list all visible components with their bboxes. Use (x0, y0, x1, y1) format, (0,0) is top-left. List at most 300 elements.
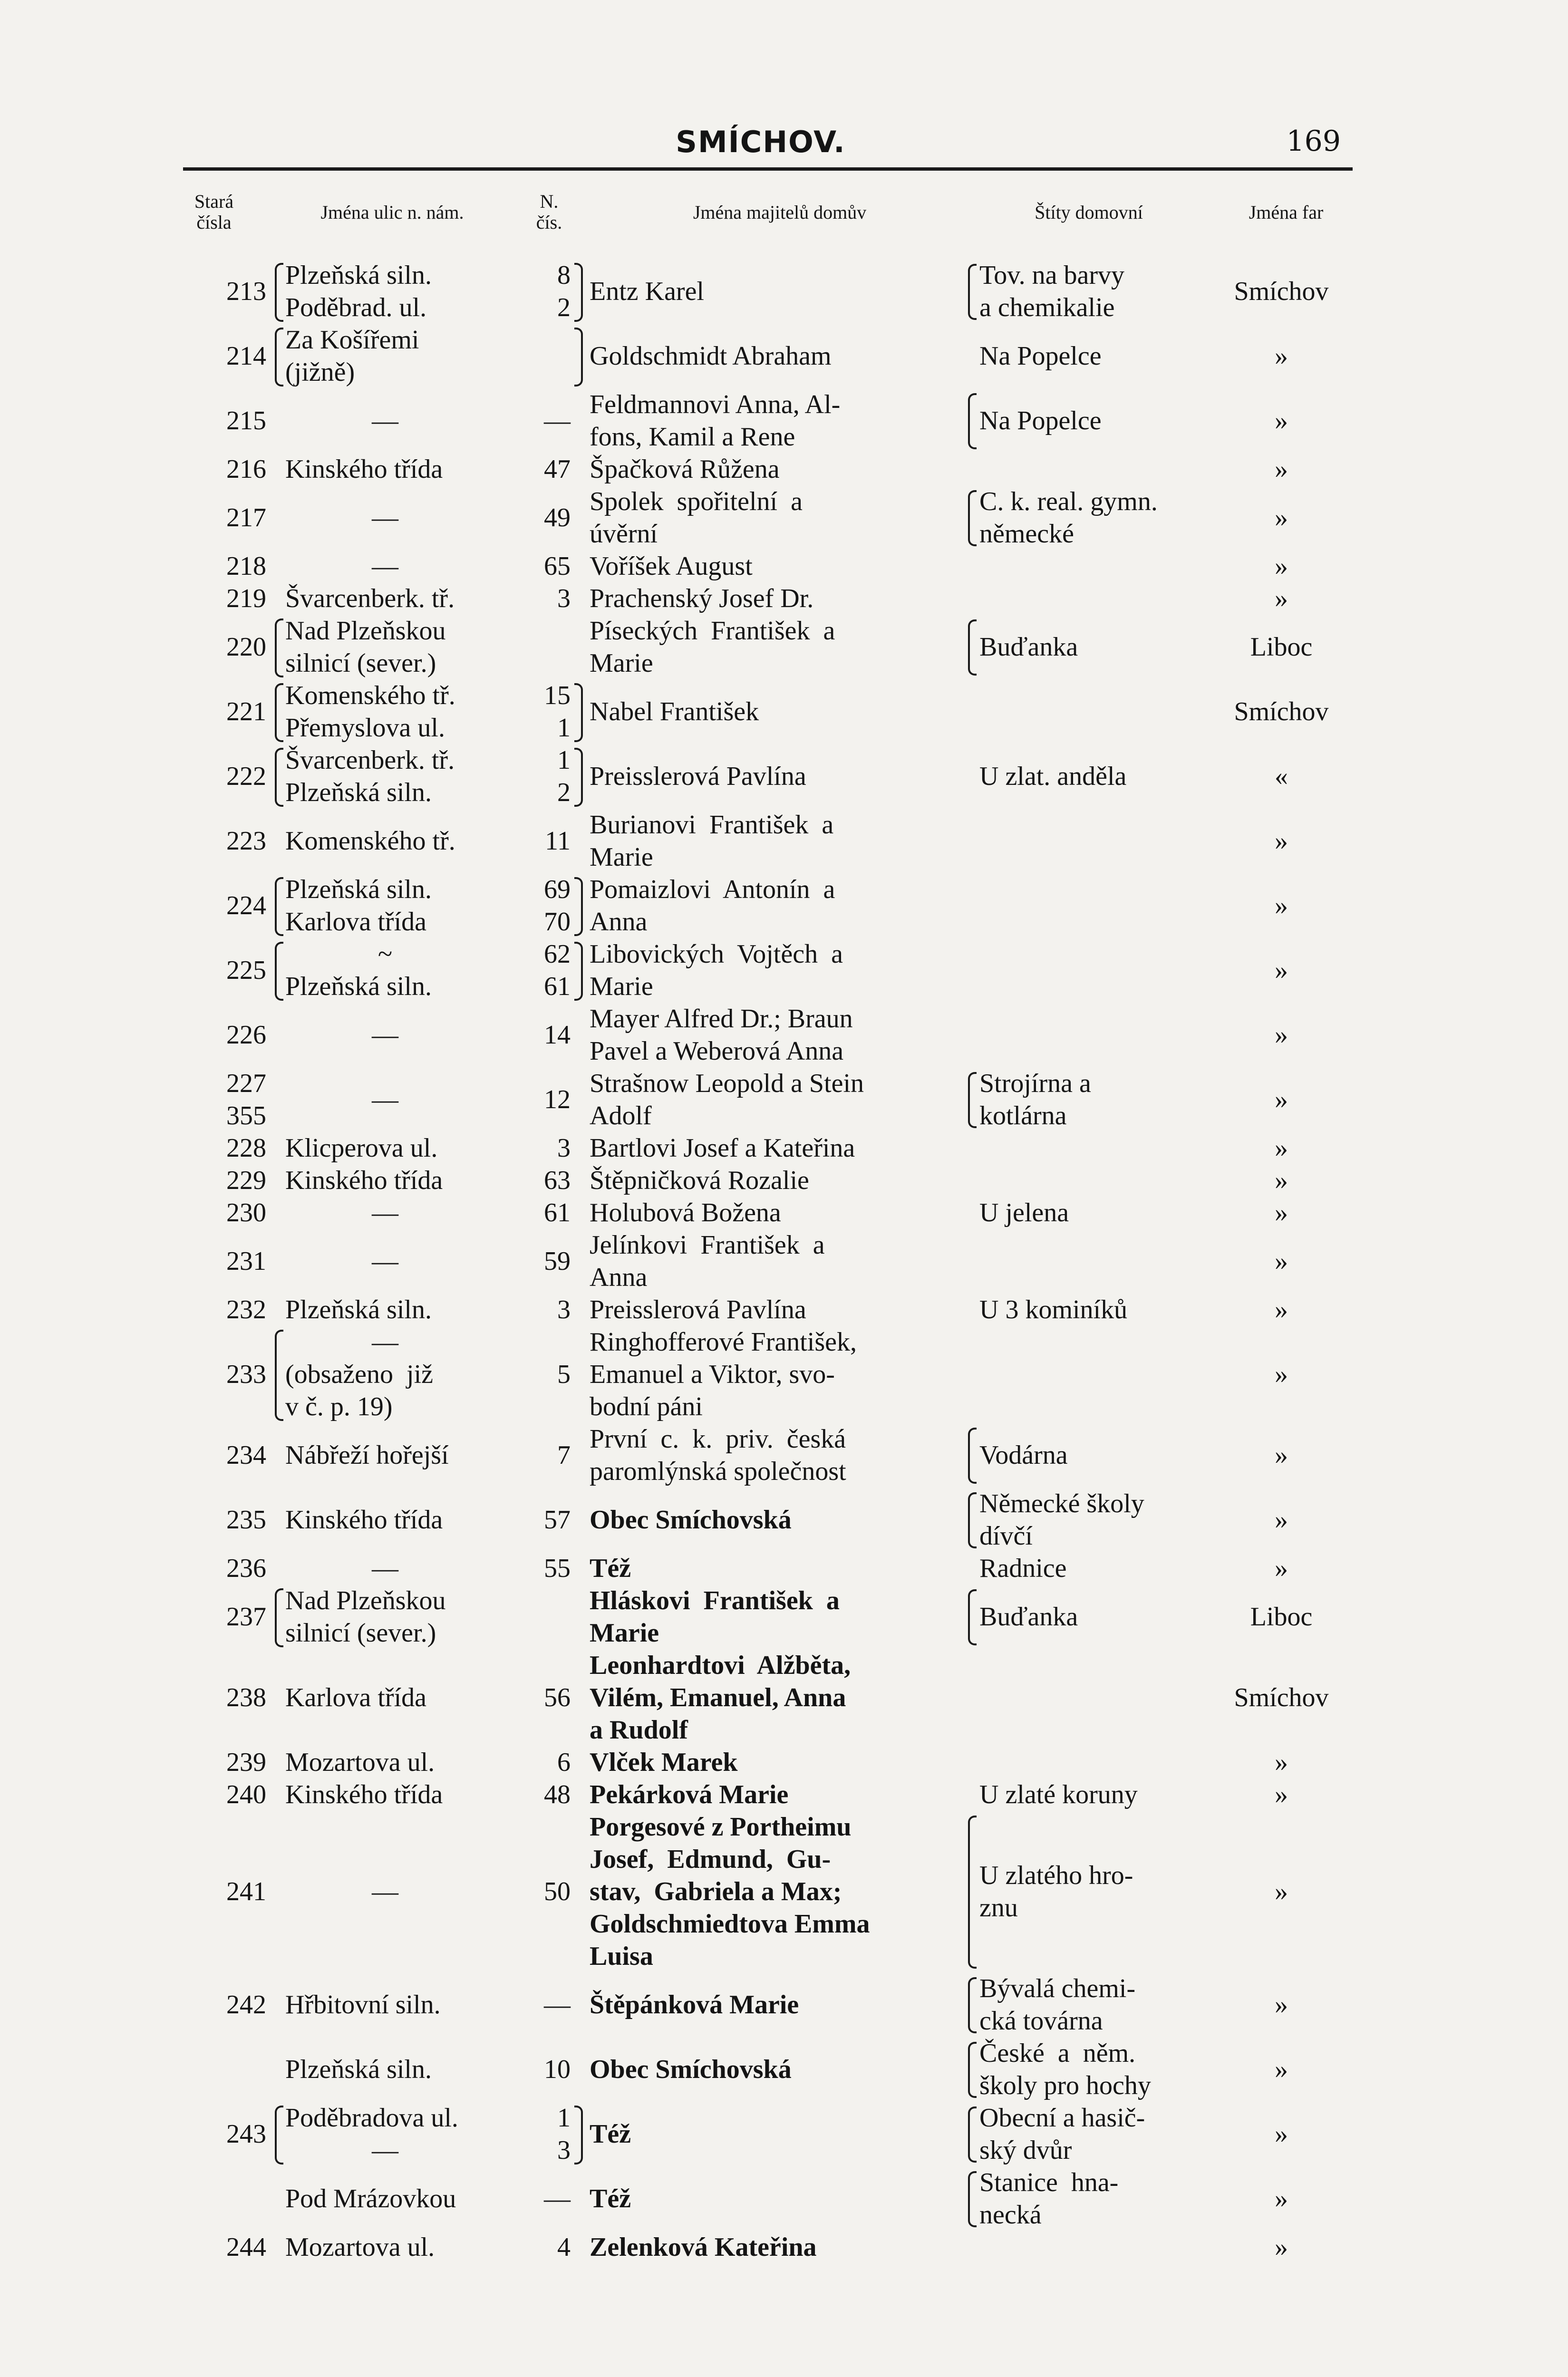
sign-brace (968, 2042, 977, 2098)
old-number: 232 (226, 1295, 266, 1324)
old-number: 218 (226, 551, 266, 581)
owner-name: Vilém, Emanuel, Anna (590, 1683, 846, 1712)
street-name: Karlova třída (285, 907, 426, 937)
street-name: v č. p. 19) (285, 1392, 393, 1421)
owner-name: paromlýnská společnost (590, 1457, 846, 1486)
new-number: — (544, 2184, 571, 2213)
new-number: 10 (544, 2055, 571, 2084)
owner-name: Voříšek August (590, 551, 753, 581)
owner-name: úvěrní (590, 519, 658, 549)
parish-name: » (1275, 584, 1288, 613)
old-number: 219 (226, 584, 266, 613)
parish-name: » (1275, 2232, 1288, 2262)
new-number: 50 (544, 1877, 571, 1906)
table-row (0, 615, 1568, 679)
street-name: Plzeňská siln. (285, 875, 432, 904)
old-number: 220 (226, 632, 266, 662)
old-number: 228 (226, 1133, 266, 1163)
owner-name: Vlček Marek (590, 1748, 738, 1777)
house-sign: Bývalá chemi- (979, 1974, 1136, 2003)
owner-name: Ringhofferové František, (590, 1327, 857, 1357)
street-name: Plzeňská siln. (285, 261, 432, 290)
owner-name: Libovických Vojtěch a (590, 939, 843, 969)
house-sign: U zlat. anděla (979, 762, 1127, 791)
old-number: 226 (226, 1020, 266, 1050)
col-header-house-signs: Štíty domovní (1035, 202, 1143, 223)
new-number: 48 (544, 1780, 571, 1809)
table-row (0, 1197, 1568, 1229)
owner-name: Goldschmiedtova Emma (590, 1909, 870, 1939)
old-number: 236 (226, 1554, 266, 1583)
table-row (0, 550, 1568, 582)
new-number: — (544, 1990, 571, 2019)
sign-brace (968, 1816, 977, 1969)
street-name: Za Košířemi (285, 325, 419, 355)
old-number: 225 (226, 956, 266, 985)
old-number: 243 (226, 2119, 266, 2149)
street-brace (275, 2106, 283, 2164)
table-row (0, 873, 1568, 938)
table-row (0, 1229, 1568, 1294)
house-sign: C. k. real. gymn. (979, 487, 1158, 516)
table-row (0, 453, 1568, 485)
street-brace (275, 1588, 283, 1647)
owner-name: Mayer Alfred Dr.; Braun (590, 1004, 853, 1034)
owner-name: Burianovi František a (590, 810, 834, 840)
table-row (0, 1164, 1568, 1197)
old-number: 214 (226, 341, 266, 371)
table-row (0, 809, 1568, 873)
parish-name: Liboc (1250, 632, 1313, 662)
owner-name: Marie (590, 1618, 659, 1648)
street-name: Hřbitovní siln. (285, 1990, 441, 2019)
owner-name: Preisslerová Pavlína (590, 1295, 806, 1324)
house-sign: školy pro hochy (979, 2071, 1151, 2100)
new-number: 49 (544, 503, 571, 532)
street-name: — (372, 551, 398, 581)
number-brace (574, 942, 583, 1001)
old-number: 223 (226, 826, 266, 856)
parish-name: » (1275, 1780, 1288, 1809)
owner-name: Štěpánková Marie (590, 1990, 799, 2019)
house-register-table (0, 259, 1568, 2263)
old-number: 238 (226, 1683, 266, 1712)
table-row (0, 938, 1568, 1003)
street-name: — (372, 2135, 398, 2165)
owner-name: Anna (590, 907, 648, 937)
parish-name: » (1275, 1990, 1288, 2019)
street-brace (275, 1330, 283, 1421)
street-name: Komenského tř. (285, 681, 455, 710)
new-number: 47 (544, 454, 571, 484)
old-number: 215 (226, 406, 266, 435)
old-number: 216 (226, 454, 266, 484)
new-number: 14 (544, 1020, 571, 1050)
table-row (0, 324, 1568, 388)
new-number: 3 (557, 2135, 571, 2165)
new-number: 65 (544, 551, 571, 581)
table-row (0, 1778, 1568, 1811)
street-name: — (372, 1198, 398, 1227)
new-number: 1 (557, 713, 571, 743)
parish-name: » (1275, 1295, 1288, 1324)
street-name: Nad Plzeňskou (285, 1586, 446, 1615)
owner-name: Anna (590, 1263, 648, 1292)
old-number: 242 (226, 1990, 266, 2019)
house-sign: Obecní a hasič- (979, 2103, 1145, 2133)
parish-name: » (1275, 1198, 1288, 1227)
street-name: — (372, 1246, 398, 1276)
new-number: 63 (544, 1166, 571, 1195)
street-brace (275, 683, 283, 742)
house-sign: České a něm. (979, 2039, 1136, 2068)
street-brace (275, 748, 283, 807)
new-number: 62 (544, 939, 571, 969)
house-sign: Na Popelce (979, 341, 1102, 371)
street-name: Kinského třída (285, 1780, 443, 1809)
street-name: — (372, 1085, 398, 1114)
new-number: 5 (557, 1360, 571, 1389)
owner-name: Strašnow Leopold a Stein (590, 1069, 864, 1098)
street-brace (275, 618, 283, 677)
owner-name: Zelenková Kateřina (590, 2232, 817, 2262)
table-row (0, 1488, 1568, 1552)
old-number: 234 (226, 1440, 266, 1470)
new-number: 7 (557, 1440, 571, 1470)
old-number: 221 (226, 697, 266, 726)
parish-name: Liboc (1250, 1602, 1313, 1632)
table-row (0, 2037, 1568, 2102)
street-name: — (372, 1877, 398, 1906)
parish-name: Smíchov (1234, 1683, 1329, 1712)
owner-name: Obec Smíchovská (590, 1505, 792, 1535)
table-row (0, 1132, 1568, 1164)
owner-name: Leonhardtovi Alžběta, (590, 1651, 851, 1680)
parish-name: » (1275, 406, 1288, 435)
owner-name: Josef, Edmund, Gu- (590, 1845, 831, 1874)
new-number: 1 (557, 745, 571, 775)
parish-name: » (1275, 454, 1288, 484)
house-sign: kotlárna (979, 1101, 1067, 1131)
new-number: 69 (544, 875, 571, 904)
house-sign: Německé školy (979, 1489, 1144, 1518)
table-row (0, 679, 1568, 744)
owner-name: Feldmannovi Anna, Al- (590, 390, 841, 419)
house-sign: cká továrna (979, 2006, 1103, 2036)
owner-name: Porgesové z Portheimu (590, 1812, 852, 1842)
old-number: 213 (226, 277, 266, 306)
sign-brace (968, 264, 977, 320)
table-row (0, 2166, 1568, 2231)
number-brace (574, 2106, 583, 2164)
table-row (0, 2231, 1568, 2263)
owner-name: Též (590, 2119, 631, 2149)
street-name: Poděbrad. ul. (285, 293, 427, 322)
sign-brace (968, 619, 977, 676)
new-number: 6 (557, 1748, 571, 1777)
house-sign: a chemikalie (979, 293, 1115, 322)
new-number: 8 (557, 261, 571, 290)
new-number: 2 (557, 778, 571, 807)
house-sign: Stanice hna- (979, 2168, 1119, 2197)
house-sign: U zlaté koruny (979, 1780, 1138, 1809)
parish-name: » (1275, 551, 1288, 581)
parish-name: » (1275, 2119, 1288, 2149)
owner-name: Pomaizlovi Antonín a (590, 875, 835, 904)
house-sign: U jelena (979, 1198, 1069, 1227)
table-row (0, 259, 1568, 324)
house-sign: Radnice (979, 1554, 1067, 1583)
col-header-parish: Jména far (1249, 202, 1324, 223)
sign-brace (968, 490, 977, 546)
old-number: 241 (226, 1877, 266, 1906)
owner-name: Marie (590, 972, 653, 1001)
street-name: Nad Plzeňskou (285, 616, 446, 646)
parish-name: » (1275, 826, 1288, 856)
owner-name: Píseckých František a (590, 616, 835, 646)
new-number: 3 (557, 584, 571, 613)
street-name: Komenského tř. (285, 826, 455, 856)
owner-name: Nabel František (590, 697, 759, 726)
street-name: — (372, 503, 398, 532)
old-number: 229 (226, 1166, 266, 1195)
street-name: Plzeňská siln. (285, 2055, 432, 2084)
sign-brace (968, 2171, 977, 2227)
street-name: — (372, 1327, 398, 1357)
number-brace (574, 748, 583, 807)
sign-brace (968, 1589, 977, 1645)
table-row (0, 1811, 1568, 1972)
street-name: (obsaženo již (285, 1360, 433, 1389)
street-name: Mozartova ul. (285, 2232, 435, 2262)
owner-name: Bartlovi Josef a Kateřina (590, 1133, 855, 1163)
owner-name: Adolf (590, 1101, 652, 1131)
owner-name: Entz Karel (590, 277, 704, 306)
table-row (0, 582, 1568, 615)
street-name: Švarcenberk. tř. (285, 584, 455, 613)
street-name: Klicperova ul. (285, 1133, 438, 1163)
table-row (0, 2102, 1568, 2166)
parish-name: Smíchov (1234, 277, 1329, 306)
owner-name: stav, Gabriela a Max; (590, 1877, 842, 1906)
owner-name: Obec Smíchovská (590, 2055, 792, 2084)
old-number: 231 (226, 1246, 266, 1276)
old-number: 222 (226, 762, 266, 791)
sign-brace (968, 1072, 977, 1128)
parish-name: » (1275, 341, 1288, 371)
parish-name: » (1275, 1085, 1288, 1114)
street-name: Kinského třída (285, 1166, 443, 1195)
parish-name: » (1275, 1020, 1288, 1050)
parish-name: » (1275, 1748, 1288, 1777)
street-name: (jižně) (285, 358, 355, 387)
house-sign: necká (979, 2200, 1042, 2230)
old-number: 235 (226, 1505, 266, 1535)
house-sign: Tov. na barvy (979, 261, 1125, 290)
header-rule (183, 167, 1353, 171)
owner-name: fons, Kamil a Rene (590, 422, 795, 452)
owner-name: Špačková Růžena (590, 454, 780, 484)
table-row (0, 1067, 1568, 1132)
new-number: — (544, 406, 571, 435)
old-number: 233 (226, 1360, 266, 1389)
page-number: 169 (1286, 125, 1341, 158)
col-header-old-number: Stará čísla (194, 191, 234, 233)
number-brace (574, 263, 583, 322)
table-row (0, 1746, 1568, 1778)
parish-name: » (1275, 1877, 1288, 1906)
house-sign: Buďanka (979, 632, 1078, 662)
owner-name: Preisslerová Pavlína (590, 762, 806, 791)
new-number: 15 (544, 681, 571, 710)
house-sign: U zlatého hro- (979, 1861, 1133, 1890)
new-number: 61 (544, 972, 571, 1001)
street-name: — (372, 406, 398, 435)
parish-name: » (1275, 1166, 1288, 1195)
old-number: 224 (226, 891, 266, 920)
house-sign: znu (979, 1893, 1018, 1923)
street-brace (275, 877, 283, 936)
street-name: Nábřeží hořejší (285, 1440, 449, 1470)
street-name: Plzeňská siln. (285, 1295, 432, 1324)
owner-name: Holubová Božena (590, 1198, 781, 1227)
street-name: Karlova třída (285, 1683, 426, 1712)
owner-name: Hláskovi František a (590, 1586, 840, 1615)
new-number: 11 (545, 826, 571, 856)
street-name: Kinského třída (285, 1505, 443, 1535)
old-number: 240 (226, 1780, 266, 1809)
parish-name: » (1275, 503, 1288, 532)
sign-brace (968, 1977, 977, 2033)
owner-name: Goldschmidt Abraham (590, 341, 832, 371)
parish-name: » (1275, 1505, 1288, 1535)
street-name: Plzeňská siln. (285, 972, 432, 1001)
new-number: 3 (557, 1133, 571, 1163)
parish-name: » (1275, 1133, 1288, 1163)
house-sign: Vodárna (979, 1440, 1068, 1470)
table-row (0, 1294, 1568, 1326)
street-name: Přemyslova ul. (285, 713, 445, 743)
owner-name: První c. k. priv. česká (590, 1424, 846, 1454)
page-title: SMÍCHOV. (676, 125, 846, 159)
new-number: 3 (557, 1295, 571, 1324)
owner-name: Prachenský Josef Dr. (590, 584, 814, 613)
parish-name: » (1275, 1554, 1288, 1583)
new-number: 70 (544, 907, 571, 937)
parish-name: » (1275, 1360, 1288, 1389)
old-number: 227 355 (226, 1069, 266, 1131)
owner-name: Marie (590, 842, 653, 872)
new-number: 57 (544, 1505, 571, 1535)
parish-name: » (1275, 2055, 1288, 2084)
owner-name: Pavel a Weberová Anna (590, 1036, 844, 1066)
street-name: Pod Mrázovkou (285, 2184, 456, 2213)
street-brace (275, 328, 283, 387)
new-number: 1 (557, 2103, 571, 2133)
number-brace (574, 328, 583, 387)
street-brace (275, 263, 283, 322)
street-name: Poděbradova ul. (285, 2103, 458, 2133)
street-name: Mozartova ul. (285, 1748, 435, 1777)
owner-name: Emanuel a Viktor, svo- (590, 1360, 835, 1389)
table-row (0, 1552, 1568, 1585)
street-name: silnicí (sever.) (285, 1618, 436, 1648)
street-name: Kinského třída (285, 454, 443, 484)
table-row (0, 1003, 1568, 1067)
owner-name: Též (590, 2184, 631, 2213)
old-number: 217 (226, 503, 266, 532)
owner-name: Marie (590, 648, 653, 678)
sign-brace (968, 393, 977, 449)
owner-name: a Rudolf (590, 1715, 688, 1745)
street-name: — (372, 1554, 398, 1583)
street-brace (275, 942, 283, 1001)
street-name: Plzeňská siln. (285, 778, 432, 807)
parish-name: « (1275, 762, 1288, 791)
sign-brace (968, 1428, 977, 1484)
parish-name: » (1275, 956, 1288, 985)
parish-name: » (1275, 1440, 1288, 1470)
house-sign: U 3 kominíků (979, 1295, 1128, 1324)
owner-name: Jelínkovi František a (590, 1230, 825, 1260)
house-sign: dívčí (979, 1521, 1033, 1551)
sign-brace (968, 1492, 977, 1548)
owner-name: Též (590, 1554, 631, 1583)
col-header-street: Jména ulic n. nám. (320, 202, 464, 223)
street-name: ~ (377, 939, 393, 969)
parish-name: » (1275, 2184, 1288, 2213)
new-number: 56 (544, 1683, 571, 1712)
new-number: 12 (544, 1085, 571, 1114)
table-row (0, 485, 1568, 550)
old-number: 244 (226, 2232, 266, 2262)
table-row (0, 1326, 1568, 1423)
house-sign: ský dvůr (979, 2135, 1072, 2165)
table-row (0, 1972, 1568, 2037)
owner-name: Pekárková Marie (590, 1780, 789, 1809)
owner-name: Luisa (590, 1942, 653, 1971)
col-header-owners: Jména majitelů domův (693, 202, 867, 223)
table-row (0, 1649, 1568, 1746)
parish-name: » (1275, 1246, 1288, 1276)
owner-name: bodní páni (590, 1392, 703, 1421)
new-number: 4 (557, 2232, 571, 2262)
table-row (0, 1423, 1568, 1488)
new-number: 55 (544, 1554, 571, 1583)
owner-name: Štěpničková Rozalie (590, 1166, 809, 1195)
col-header-new-number: N. čís. (536, 191, 562, 233)
table-row (0, 744, 1568, 809)
house-sign: Na Popelce (979, 406, 1102, 435)
street-name: — (372, 1020, 398, 1050)
street-name: silnicí (sever.) (285, 648, 436, 678)
table-row (0, 1585, 1568, 1649)
parish-name: » (1275, 891, 1288, 920)
number-brace (574, 683, 583, 742)
house-sign: Strojírna a (979, 1069, 1091, 1098)
old-number: 230 (226, 1198, 266, 1227)
owner-name: Spolek spořitelní a (590, 487, 803, 516)
parish-name: Smíchov (1234, 697, 1329, 726)
old-number: 237 (226, 1602, 266, 1632)
house-sign: německé (979, 519, 1074, 549)
table-row (0, 388, 1568, 453)
old-number: 239 (226, 1748, 266, 1777)
new-number: 59 (544, 1246, 571, 1276)
house-sign: Buďanka (979, 1602, 1078, 1632)
street-name: Švarcenberk. tř. (285, 745, 455, 775)
new-number: 2 (557, 293, 571, 322)
